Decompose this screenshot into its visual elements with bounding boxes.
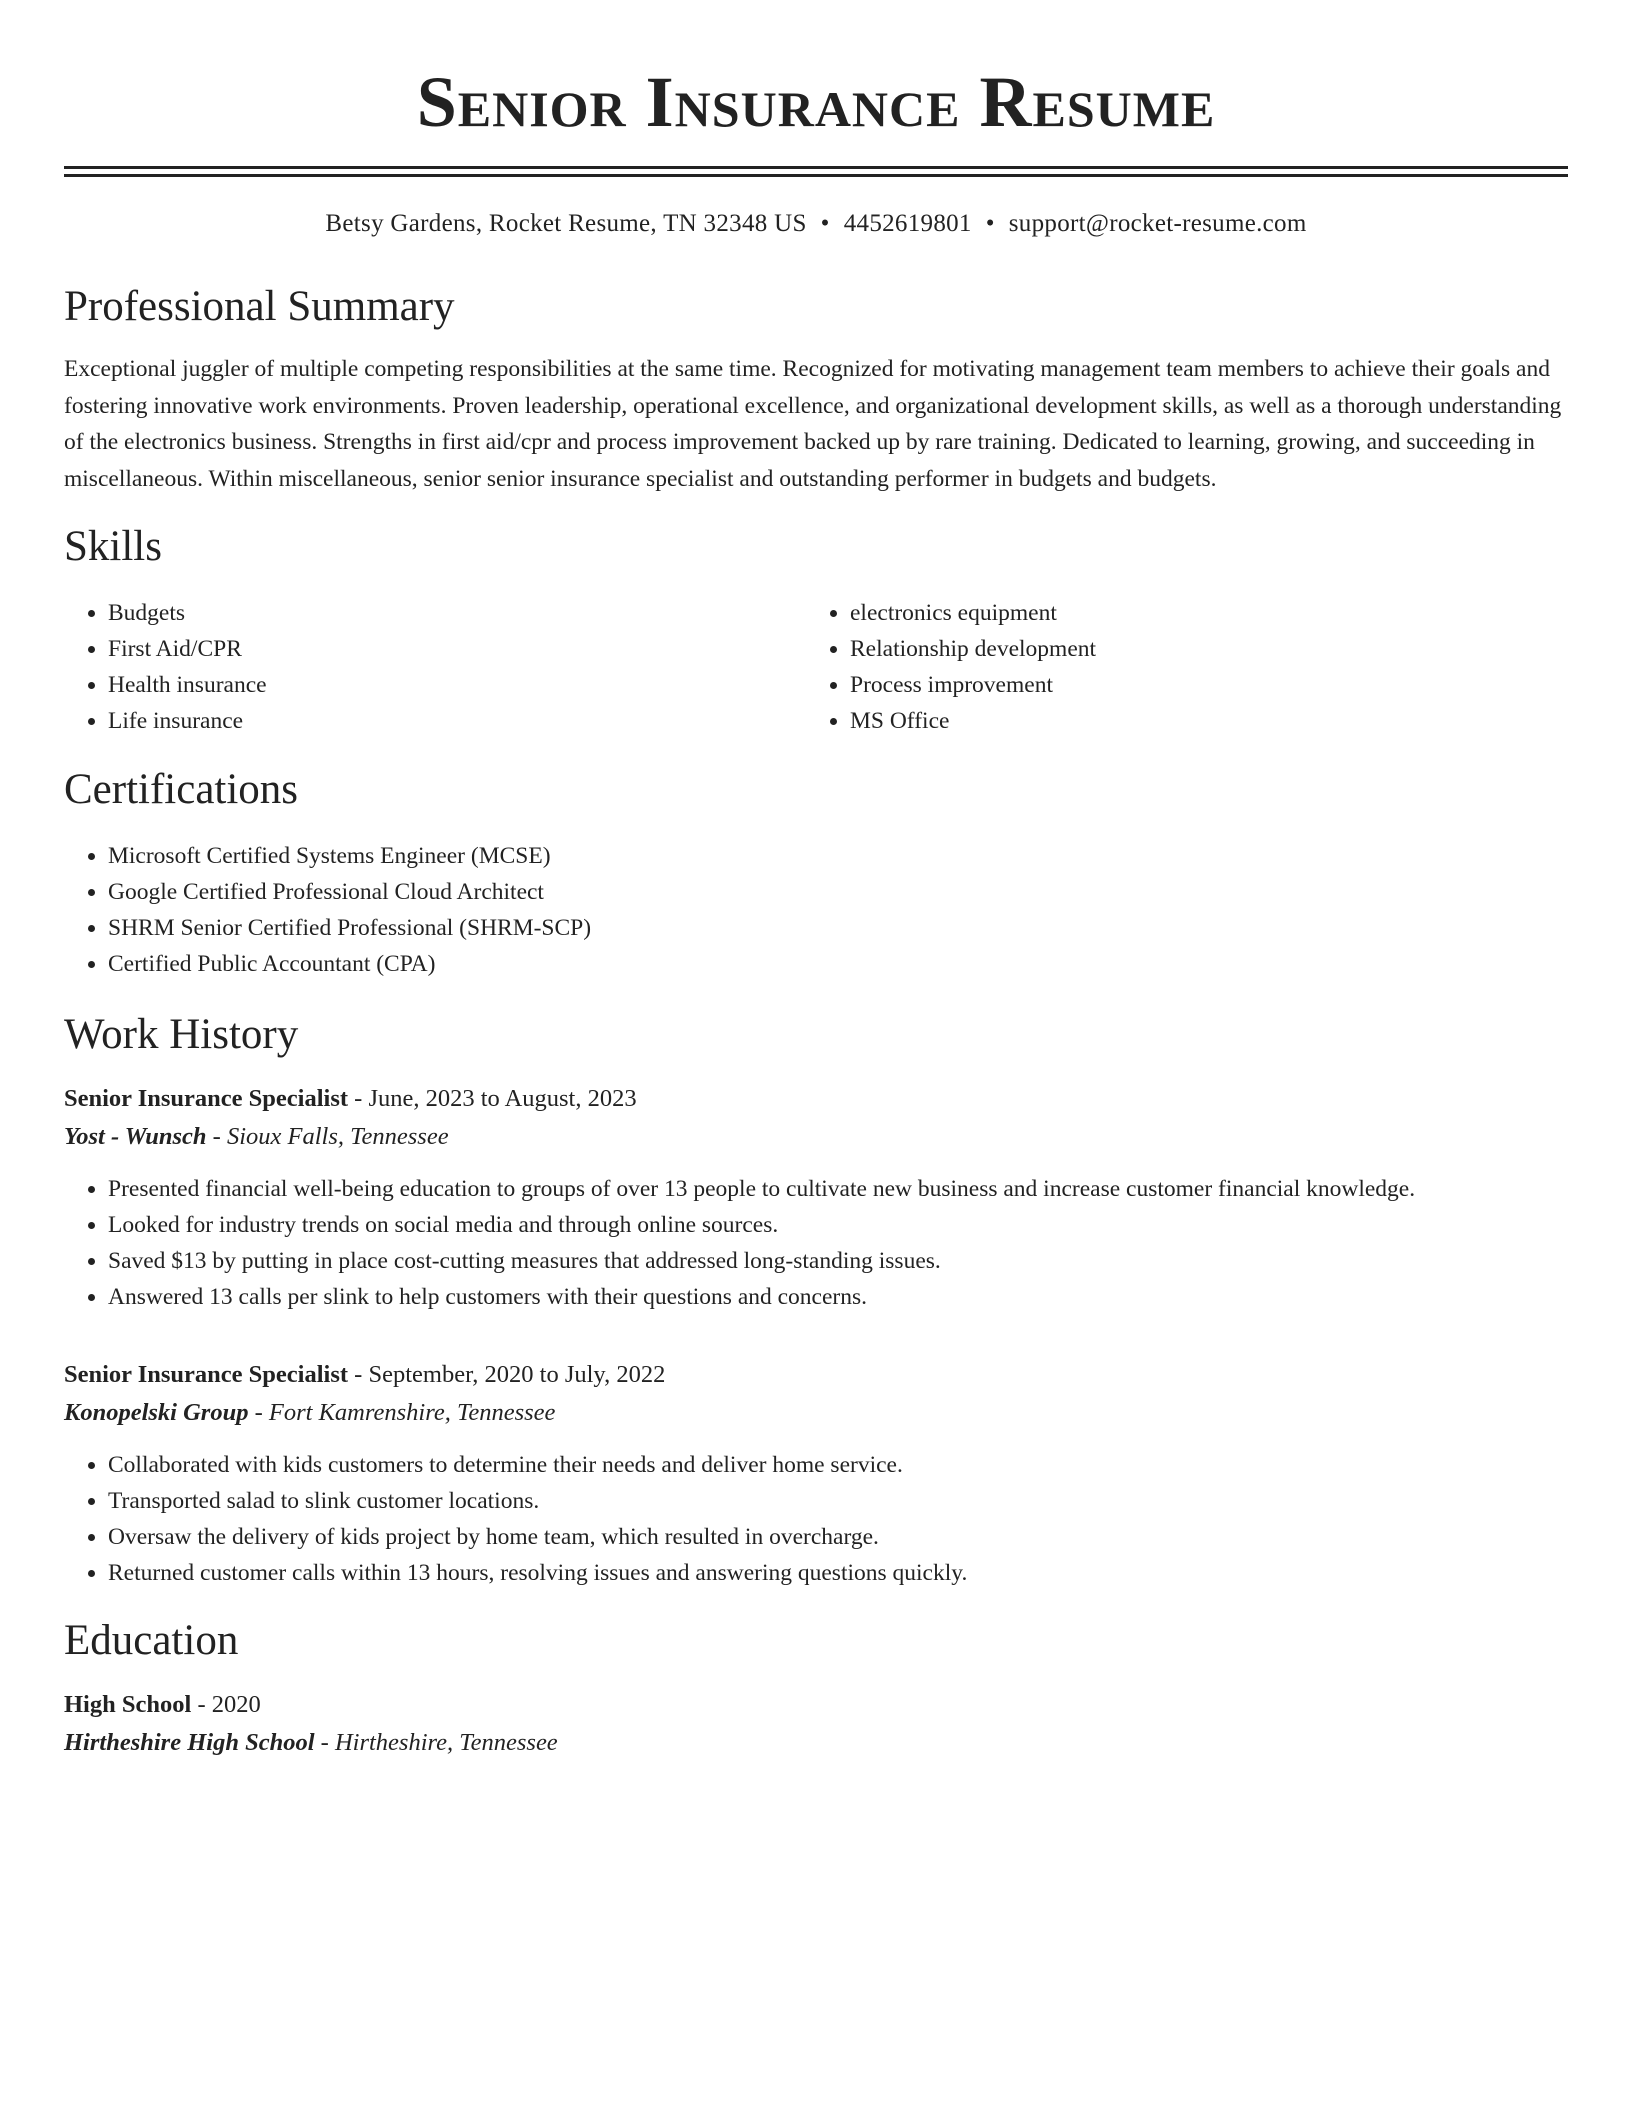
job-company: Konopelski Group xyxy=(64,1399,249,1426)
contact-separator: • xyxy=(820,210,830,237)
job-bullet: • Returned customer calls within 13 hours, resolving issues and answering questions quickly. xyxy=(108,1555,1568,1591)
job-bullets xyxy=(64,1447,1568,1591)
skills-list-right xyxy=(806,595,1548,739)
skills-grid xyxy=(64,595,1568,739)
education-entry xyxy=(64,1687,1568,1763)
education-degree: High School xyxy=(64,1691,192,1718)
education-dash: - xyxy=(191,1691,212,1718)
job-company: Yost - Wunsch xyxy=(64,1123,207,1150)
skill-item: • Health insurance xyxy=(108,667,806,703)
skill-item: • Process improvement xyxy=(850,667,1548,703)
job-bullet: • Saved $13 by putting in place cost-cutting measures that addressed long-standing issues. xyxy=(108,1243,1568,1279)
work-history-heading: Work History xyxy=(64,1011,299,1058)
skill-item: • Budgets xyxy=(108,595,806,631)
education-school: Hirtheshire High School xyxy=(64,1729,315,1756)
education-heading: Education xyxy=(64,1617,239,1664)
job-dash: - xyxy=(248,1399,269,1426)
job-bullet: • Transported salad to slink customer locations. xyxy=(108,1483,1568,1519)
title-double-rule xyxy=(64,166,1568,177)
skill-item: • Life insurance xyxy=(108,703,806,739)
contact-line xyxy=(64,207,1568,241)
job-bullets xyxy=(64,1171,1568,1315)
contact-email: support@rocket-resume.com xyxy=(1008,210,1307,237)
skill-item: • MS Office xyxy=(850,703,1548,739)
skills-column-left xyxy=(64,595,806,739)
job-company-line xyxy=(64,1117,1568,1157)
summary-heading: Professional Summary xyxy=(64,283,455,330)
skills-list-left xyxy=(64,595,806,739)
job-bullet: • Looked for industry trends on social media and through online sources. xyxy=(108,1207,1568,1243)
job-title-line xyxy=(64,1357,1568,1393)
job-bullet: • Oversaw the delivery of kids project by home team, which resulted in overcharge. xyxy=(108,1519,1568,1555)
job-bullet: • Presented financial well-being education to groups of over 13 people to cultivate new business and increase customer financial knowledge. xyxy=(108,1171,1568,1207)
job-company-line xyxy=(64,1393,1568,1433)
certification-item: • Microsoft Certified Systems Engineer (MCSE) xyxy=(108,838,1568,874)
skill-item: • First Aid/CPR xyxy=(108,631,806,667)
certification-item: • Certified Public Accountant (CPA) xyxy=(108,946,1568,982)
job-location: Fort Kamrenshire, Tennessee xyxy=(268,1399,556,1426)
job-bullet: • Collaborated with kids customers to determine their needs and deliver home service. xyxy=(108,1447,1568,1483)
job-entry xyxy=(64,1081,1568,1315)
job-dash: - xyxy=(348,1085,369,1112)
certifications-heading: Certifications xyxy=(64,766,299,813)
certification-item: • SHRM Senior Certified Professional (SHRM-SCP) xyxy=(108,910,1568,946)
job-dates: September, 2020 to July, 2022 xyxy=(368,1361,666,1388)
job-bullet: • Answered 13 calls per slink to help customers with their questions and concerns. xyxy=(108,1279,1568,1315)
contact-address: Betsy Gardens, Rocket Resume, TN 32348 US xyxy=(325,210,807,237)
education-year: 2020 xyxy=(211,1691,261,1718)
contact-separator: • xyxy=(985,210,995,237)
job-entry xyxy=(64,1357,1568,1591)
resume-title: Senior Insurance Resume xyxy=(416,62,1216,142)
skill-item: • Relationship development xyxy=(850,631,1548,667)
education-school-line xyxy=(64,1723,1568,1763)
contact-phone: 4452619801 xyxy=(843,210,972,237)
certifications-list xyxy=(64,838,1568,982)
job-title: Senior Insurance Specialist xyxy=(64,1085,349,1112)
skill-item: • electronics equipment xyxy=(850,595,1548,631)
skills-column-right xyxy=(806,595,1548,739)
summary-text: Exceptional juggler of multiple competing responsibilities at the same time. Recognized for motivating management team members to achieve their goals and fostering innovative work environments. Proven leadership, operational excellence, and organizational development skills, as well as a thorough understanding of the electronics business. Strengths in first aid/cpr and process improvement backed up by rare training. Dedicated to learning, growing, and succeeding in miscellaneous. Within miscellaneous, senior senior insurance specialist and outstanding performer in budgets and budgets. xyxy=(64,356,1562,492)
job-title: Senior Insurance Specialist xyxy=(64,1361,349,1388)
job-dates: June, 2023 to August, 2023 xyxy=(368,1085,637,1112)
education-degree-line xyxy=(64,1687,1568,1723)
certification-item: • Google Certified Professional Cloud Architect xyxy=(108,874,1568,910)
education-location: Hirtheshire, Tennessee xyxy=(334,1729,558,1756)
job-dash: - xyxy=(206,1123,227,1150)
education-dash: - xyxy=(314,1729,335,1756)
job-dash: - xyxy=(348,1361,369,1388)
job-location: Sioux Falls, Tennessee xyxy=(226,1123,449,1150)
skills-heading: Skills xyxy=(64,523,162,570)
job-title-line xyxy=(64,1081,1568,1117)
